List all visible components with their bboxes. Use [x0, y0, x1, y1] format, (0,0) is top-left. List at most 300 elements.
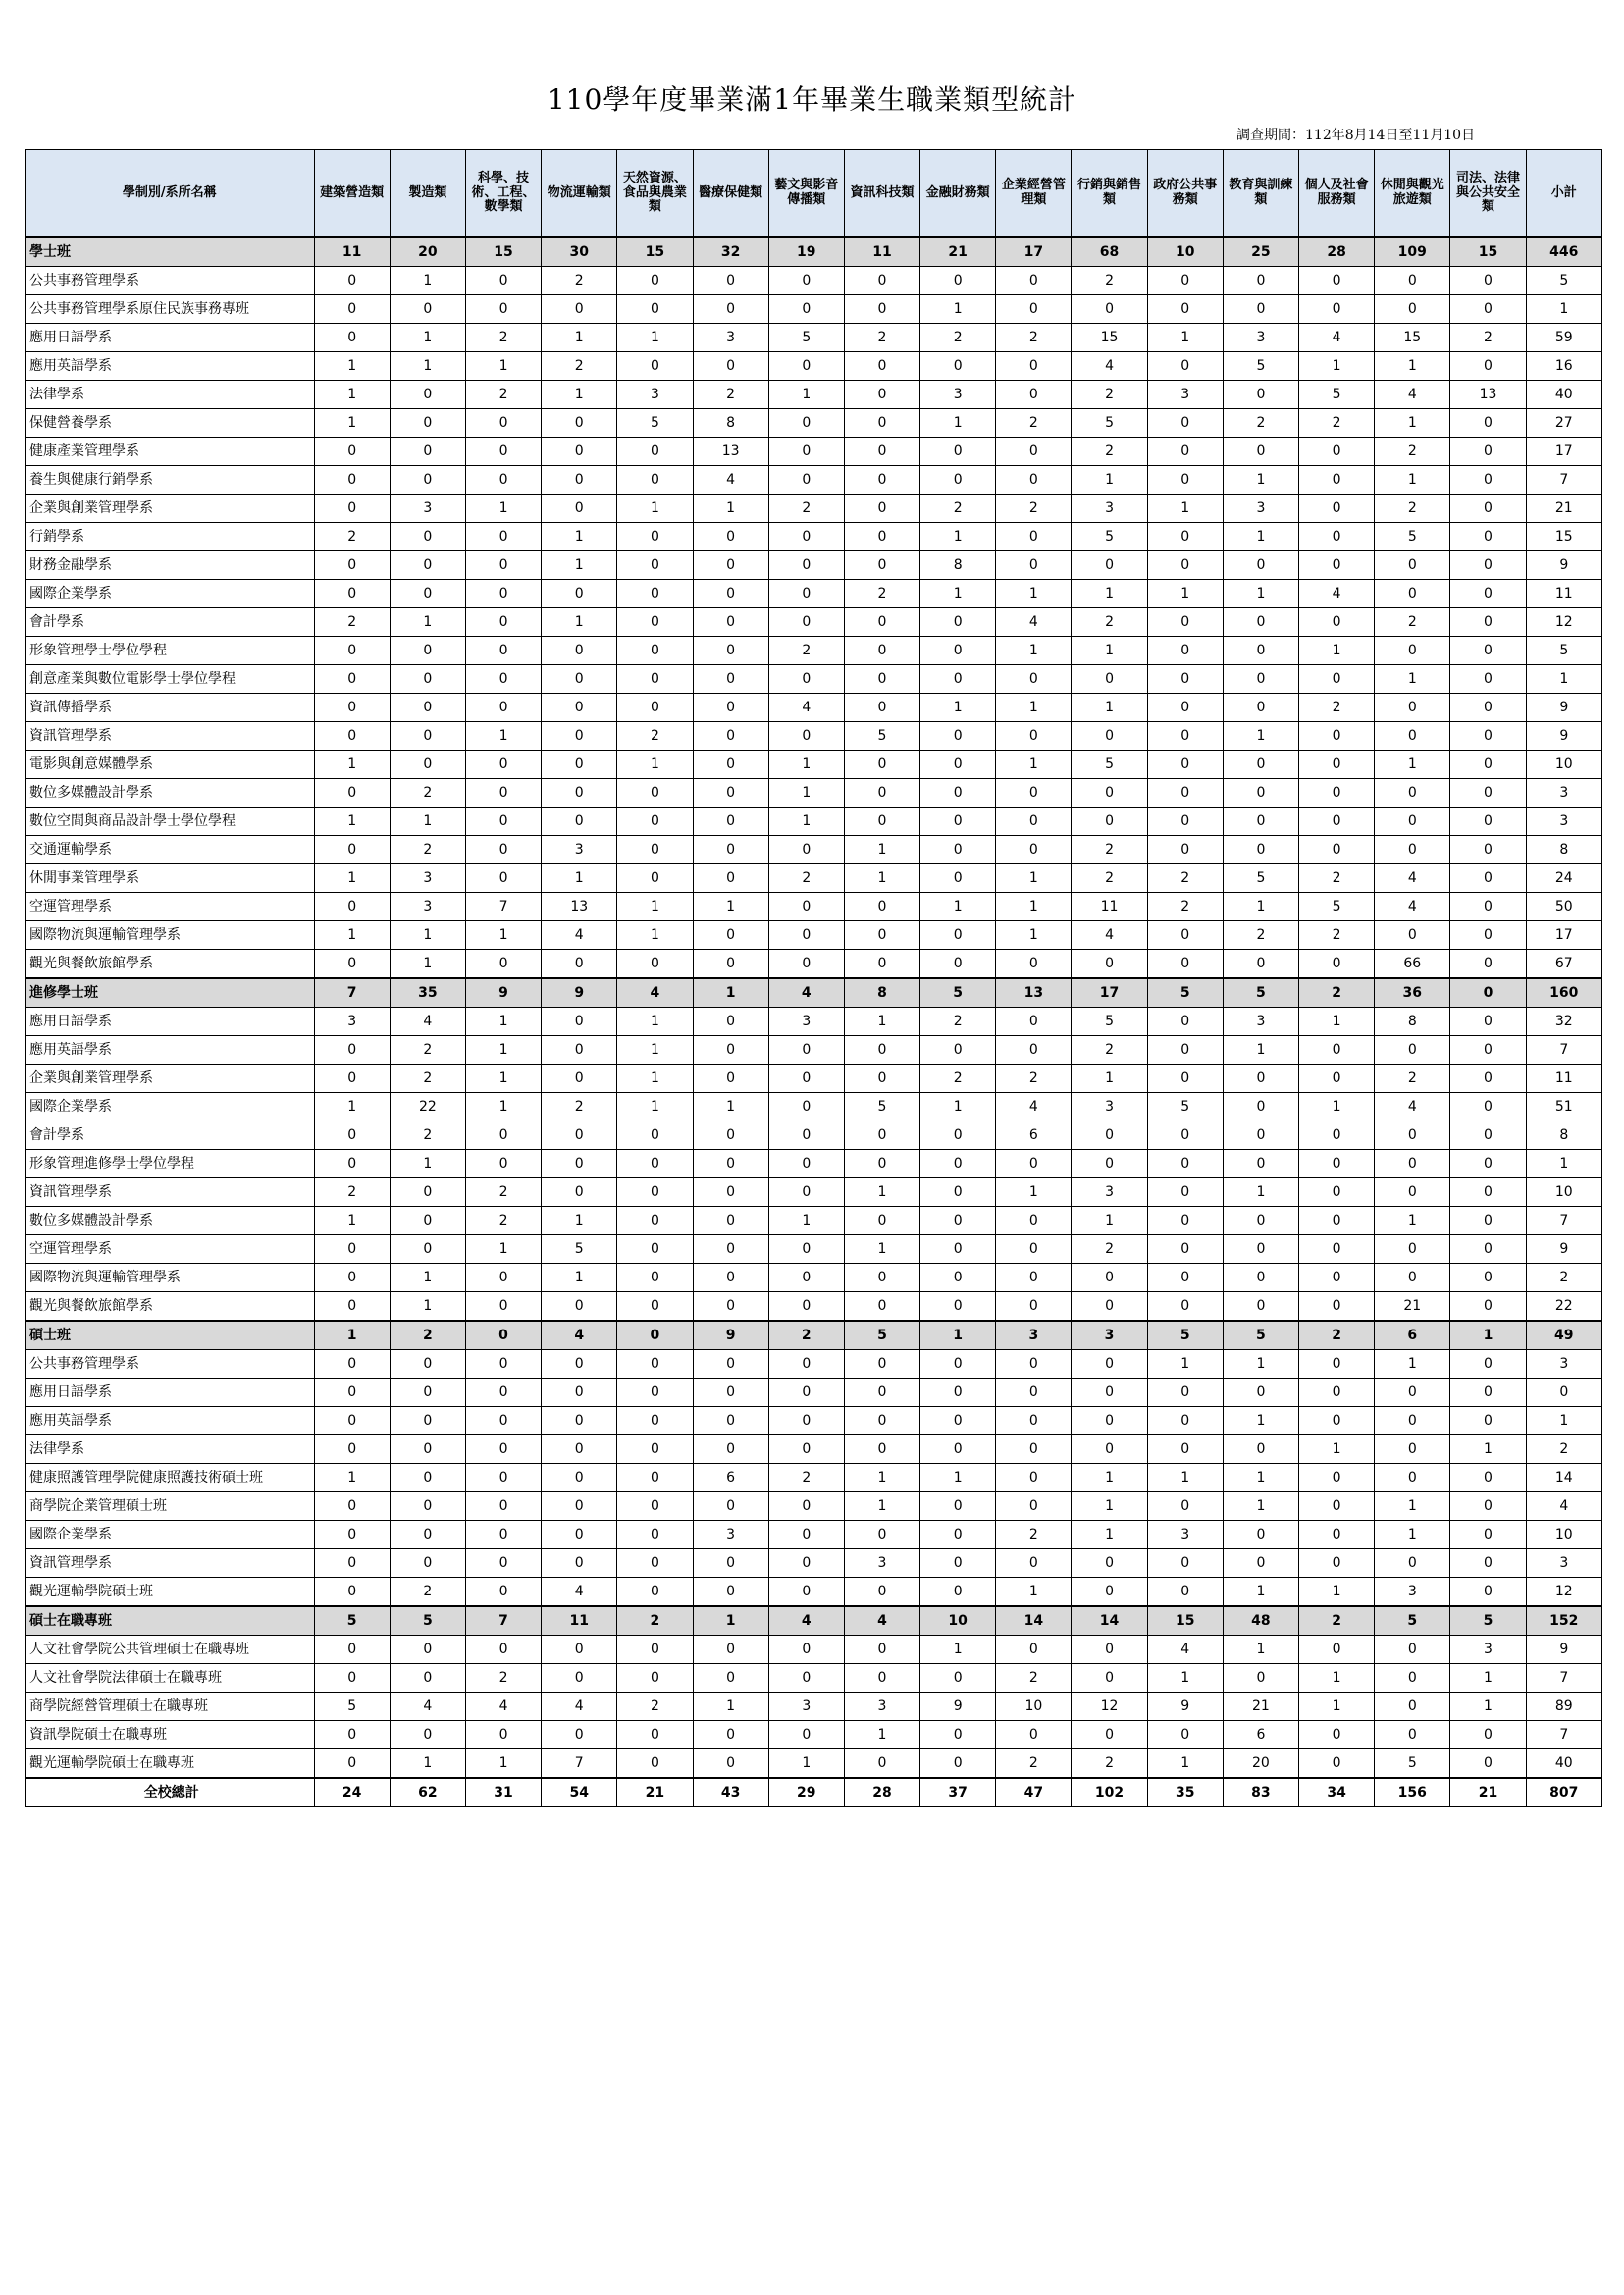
table-cell: 0: [1375, 1264, 1450, 1292]
table-cell: 0: [844, 352, 919, 381]
table-cell: 0: [314, 1578, 390, 1607]
table-cell: 5: [617, 409, 693, 438]
table-cell: 1: [1223, 1464, 1298, 1492]
table-cell: 1: [1223, 466, 1298, 495]
table-cell: 0: [1450, 637, 1526, 665]
table-cell: 0: [542, 1350, 617, 1379]
table-body: [26, 237, 1602, 1807]
table-cell: 0: [465, 1578, 541, 1607]
row-subtotal: 11: [1526, 580, 1601, 608]
table-cell: 0: [1299, 1150, 1375, 1178]
table-cell: 0: [768, 1292, 844, 1322]
table-row: [26, 779, 1602, 808]
table-cell: 0: [1223, 381, 1298, 409]
table-row: [26, 1036, 1602, 1065]
row-label: 國際物流與運輸管理學系: [26, 921, 315, 950]
table-cell: 0: [617, 608, 693, 637]
group-row: [26, 978, 1602, 1008]
table-cell: 0: [390, 637, 465, 665]
table-cell: 0: [844, 1636, 919, 1664]
table-cell: 0: [465, 267, 541, 295]
row-subtotal: 11: [1526, 1065, 1601, 1093]
table-cell: 0: [1375, 1721, 1450, 1749]
table-cell: 0: [314, 466, 390, 495]
table-cell: 10: [1147, 237, 1223, 267]
table-cell: 0: [617, 523, 693, 551]
header-column-17: 小計: [1526, 150, 1601, 238]
table-cell: 5: [1072, 409, 1147, 438]
table-cell: 0: [920, 608, 996, 637]
table-cell: 0: [920, 1121, 996, 1150]
table-cell: 2: [465, 1664, 541, 1693]
table-cell: 1: [314, 1207, 390, 1235]
table-cell: 0: [617, 1321, 693, 1350]
table-cell: 0: [768, 580, 844, 608]
row-label: 資訊管理學系: [26, 1549, 315, 1578]
table-cell: 1: [465, 722, 541, 751]
table-cell: 0: [693, 1008, 768, 1036]
table-cell: 0: [768, 1235, 844, 1264]
table-cell: 0: [768, 523, 844, 551]
table-cell: 0: [542, 637, 617, 665]
table-cell: 1: [1223, 1578, 1298, 1607]
table-cell: 5: [1375, 523, 1450, 551]
table-cell: 0: [1450, 438, 1526, 466]
table-cell: 0: [920, 1407, 996, 1435]
row-label: 數位多媒體設計學系: [26, 1207, 315, 1235]
table-cell: 0: [314, 495, 390, 523]
table-cell: 0: [1450, 1235, 1526, 1264]
table-cell: 0: [768, 295, 844, 324]
table-cell: 0: [844, 1150, 919, 1178]
table-cell: 0: [768, 665, 844, 694]
row-subtotal: 89: [1526, 1693, 1601, 1721]
table-row: [26, 1749, 1602, 1779]
table-cell: 0: [465, 665, 541, 694]
table-cell: 0: [1223, 694, 1298, 722]
header-column-3: 科學、技術、工程、數學類: [465, 150, 541, 238]
total-row: [26, 1778, 1602, 1807]
table-cell: 0: [1299, 751, 1375, 779]
table-cell: 2: [844, 324, 919, 352]
table-cell: 0: [1375, 1150, 1450, 1178]
table-cell: 1: [1375, 466, 1450, 495]
header-column-8: 資訊科技類: [844, 150, 919, 238]
table-cell: 1: [1147, 1350, 1223, 1379]
table-cell: 1: [996, 893, 1072, 921]
table-cell: 1: [920, 893, 996, 921]
table-cell: 0: [693, 1178, 768, 1207]
table-cell: 1: [693, 893, 768, 921]
row-subtotal: 10: [1526, 751, 1601, 779]
table-cell: 4: [617, 978, 693, 1008]
table-cell: 0: [1147, 1065, 1223, 1093]
table-cell: 1: [465, 1036, 541, 1065]
table-cell: 0: [693, 751, 768, 779]
table-cell: 0: [1147, 836, 1223, 864]
row-label: 人文社會學院法律碩士在職專班: [26, 1664, 315, 1693]
table-cell: 8: [920, 551, 996, 580]
table-cell: 2: [996, 1664, 1072, 1693]
table-cell: 0: [693, 1435, 768, 1464]
table-cell: 0: [465, 1264, 541, 1292]
table-cell: 0: [1223, 1093, 1298, 1121]
table-cell: 4: [390, 1008, 465, 1036]
row-label: 資訊學院碩士在職專班: [26, 1721, 315, 1749]
table-cell: 0: [1299, 495, 1375, 523]
table-cell: 0: [693, 950, 768, 979]
table-cell: 2: [1072, 438, 1147, 466]
table-cell: 0: [390, 665, 465, 694]
table-cell: 1: [617, 495, 693, 523]
table-cell: 3: [1450, 1636, 1526, 1664]
table-cell: 0: [996, 1207, 1072, 1235]
table-cell: 0: [390, 1435, 465, 1464]
table-cell: 20: [1223, 1749, 1298, 1779]
table-row: [26, 409, 1602, 438]
table-cell: 0: [465, 1521, 541, 1549]
table-cell: 0: [693, 580, 768, 608]
row-subtotal: 5: [1526, 637, 1601, 665]
row-label: 保健營養學系: [26, 409, 315, 438]
table-row: [26, 1549, 1602, 1578]
table-cell: 24: [314, 1778, 390, 1807]
table-cell: 0: [693, 267, 768, 295]
table-cell: 0: [1299, 551, 1375, 580]
table-cell: 0: [996, 665, 1072, 694]
table-cell: 0: [1450, 722, 1526, 751]
row-subtotal: 3: [1526, 1350, 1601, 1379]
table-cell: 0: [920, 637, 996, 665]
table-cell: 4: [1072, 352, 1147, 381]
table-cell: 0: [1450, 1549, 1526, 1578]
table-cell: 1: [1147, 495, 1223, 523]
table-cell: 1: [1072, 1207, 1147, 1235]
row-label: 商學院經營管理碩士在職專班: [26, 1693, 315, 1721]
table-cell: 1: [693, 978, 768, 1008]
table-cell: 0: [844, 1036, 919, 1065]
table-cell: 0: [844, 523, 919, 551]
table-cell: 1: [1375, 1350, 1450, 1379]
table-cell: 0: [1299, 722, 1375, 751]
table-cell: 0: [693, 1636, 768, 1664]
table-cell: 0: [1375, 694, 1450, 722]
table-cell: 1: [1072, 580, 1147, 608]
table-cell: 0: [1299, 1264, 1375, 1292]
table-cell: 0: [693, 665, 768, 694]
row-label: 企業與創業管理學系: [26, 495, 315, 523]
table-cell: 1: [617, 751, 693, 779]
table-cell: 0: [996, 1264, 1072, 1292]
table-row: [26, 1721, 1602, 1749]
table-cell: 0: [844, 893, 919, 921]
table-cell: 1: [1299, 1693, 1375, 1721]
table-cell: 0: [542, 466, 617, 495]
table-cell: 0: [542, 751, 617, 779]
table-row: [26, 1150, 1602, 1178]
table-row: [26, 1693, 1602, 1721]
table-cell: 0: [844, 1578, 919, 1607]
table-cell: 37: [920, 1778, 996, 1807]
table-cell: 0: [1299, 1492, 1375, 1521]
table-cell: 1: [1450, 1693, 1526, 1721]
table-cell: 2: [1299, 694, 1375, 722]
table-cell: 1: [542, 381, 617, 409]
table-cell: 0: [1450, 267, 1526, 295]
table-cell: 0: [1223, 1207, 1298, 1235]
table-cell: 0: [465, 466, 541, 495]
table-cell: 1: [390, 950, 465, 979]
table-cell: 0: [390, 722, 465, 751]
table-cell: 0: [1223, 779, 1298, 808]
table-cell: 2: [768, 1321, 844, 1350]
table-cell: 3: [314, 1008, 390, 1036]
table-cell: 5: [844, 1321, 919, 1350]
row-label: 交通運輸學系: [26, 836, 315, 864]
row-subtotal: 22: [1526, 1292, 1601, 1322]
table-cell: 0: [1223, 1121, 1298, 1150]
table-cell: 0: [465, 1721, 541, 1749]
table-cell: 1: [314, 1464, 390, 1492]
table-cell: 15: [1147, 1606, 1223, 1636]
table-cell: 0: [465, 1492, 541, 1521]
row-label: 空運管理學系: [26, 1235, 315, 1264]
table-cell: 0: [390, 438, 465, 466]
table-cell: 0: [920, 1749, 996, 1779]
table-cell: 0: [768, 1407, 844, 1435]
table-cell: 2: [314, 523, 390, 551]
table-row: [26, 1235, 1602, 1264]
table-cell: 0: [768, 1121, 844, 1150]
table-cell: 0: [1450, 921, 1526, 950]
row-subtotal: 16: [1526, 352, 1601, 381]
table-cell: 0: [693, 1749, 768, 1779]
table-cell: 1: [314, 864, 390, 893]
table-cell: 0: [1450, 1521, 1526, 1549]
table-cell: 5: [768, 324, 844, 352]
table-cell: 0: [768, 921, 844, 950]
table-cell: 0: [1450, 836, 1526, 864]
table-row: [26, 267, 1602, 295]
table-cell: 15: [465, 237, 541, 267]
table-cell: 0: [1147, 1264, 1223, 1292]
table-cell: 0: [693, 1121, 768, 1150]
table-cell: 0: [314, 1549, 390, 1578]
table-cell: 1: [1223, 893, 1298, 921]
table-cell: 32: [693, 237, 768, 267]
table-cell: 1: [1223, 1636, 1298, 1664]
table-cell: 0: [390, 1178, 465, 1207]
table-cell: 3: [390, 864, 465, 893]
table-cell: 0: [314, 1521, 390, 1549]
table-cell: 1: [920, 694, 996, 722]
table-row: [26, 1464, 1602, 1492]
table-cell: 0: [920, 352, 996, 381]
table-cell: 0: [693, 523, 768, 551]
table-cell: 0: [465, 295, 541, 324]
table-cell: 30: [542, 237, 617, 267]
header-name-column: 學制別/系所名稱: [26, 150, 315, 238]
table-cell: 0: [1147, 950, 1223, 979]
table-cell: 1: [1375, 1207, 1450, 1235]
table-cell: 0: [465, 1636, 541, 1664]
table-cell: 0: [1450, 352, 1526, 381]
table-row: [26, 1350, 1602, 1379]
header-column-11: 行銷與銷售類: [1072, 150, 1147, 238]
table-cell: 0: [314, 1235, 390, 1264]
table-cell: 21: [1223, 1693, 1298, 1721]
table-cell: 0: [1299, 1036, 1375, 1065]
table-cell: 19: [768, 237, 844, 267]
table-cell: 2: [465, 324, 541, 352]
table-cell: 0: [542, 1008, 617, 1036]
table-cell: 1: [1375, 751, 1450, 779]
table-cell: 1: [1147, 1464, 1223, 1492]
table-cell: 0: [996, 779, 1072, 808]
row-label: 數位空間與商品設計學士學位學程: [26, 808, 315, 836]
table-cell: 2: [768, 864, 844, 893]
table-cell: 0: [844, 1207, 919, 1235]
table-cell: 0: [390, 1379, 465, 1407]
table-cell: 0: [844, 665, 919, 694]
table-cell: 0: [617, 438, 693, 466]
table-cell: 0: [465, 1121, 541, 1150]
table-cell: 15: [1450, 237, 1526, 267]
table-cell: 0: [1375, 1464, 1450, 1492]
row-subtotal: 8: [1526, 836, 1601, 864]
table-cell: 0: [314, 836, 390, 864]
table-row: [26, 694, 1602, 722]
table-row: [26, 1008, 1602, 1036]
row-label: 國際企業學系: [26, 580, 315, 608]
table-cell: 0: [465, 1350, 541, 1379]
table-cell: 0: [844, 1379, 919, 1407]
table-cell: 0: [1147, 779, 1223, 808]
table-cell: 0: [1223, 1150, 1298, 1178]
table-cell: 3: [617, 381, 693, 409]
table-cell: 0: [1223, 438, 1298, 466]
table-cell: 5: [1223, 978, 1298, 1008]
table-cell: 0: [1072, 295, 1147, 324]
table-cell: 0: [844, 1065, 919, 1093]
table-cell: 2: [1299, 1606, 1375, 1636]
row-subtotal: 10: [1526, 1178, 1601, 1207]
table-cell: 2: [617, 1606, 693, 1636]
table-cell: 0: [1375, 808, 1450, 836]
row-label: 人文社會學院公共管理碩士在職專班: [26, 1636, 315, 1664]
table-cell: 0: [1072, 1350, 1147, 1379]
table-cell: 0: [617, 1636, 693, 1664]
table-cell: 0: [768, 1664, 844, 1693]
table-cell: 47: [996, 1778, 1072, 1807]
table-cell: 0: [844, 751, 919, 779]
table-row: [26, 1407, 1602, 1435]
table-cell: 1: [768, 779, 844, 808]
table-cell: 0: [920, 864, 996, 893]
table-cell: 0: [1450, 1379, 1526, 1407]
table-cell: 5: [1072, 523, 1147, 551]
table-cell: 0: [996, 950, 1072, 979]
table-cell: 5: [920, 978, 996, 1008]
table-cell: 0: [920, 1578, 996, 1607]
row-label: 空運管理學系: [26, 893, 315, 921]
table-cell: 0: [390, 1664, 465, 1693]
table-cell: 0: [1223, 1521, 1298, 1549]
table-cell: 1: [1072, 1521, 1147, 1549]
table-cell: 4: [693, 466, 768, 495]
table-cell: 0: [1147, 352, 1223, 381]
table-cell: 0: [844, 495, 919, 523]
row-label: 形象管理學士學位學程: [26, 637, 315, 665]
table-cell: 0: [1299, 1521, 1375, 1549]
table-cell: 0: [617, 1492, 693, 1521]
table-cell: 0: [1375, 921, 1450, 950]
table-cell: 1: [693, 1093, 768, 1121]
table-cell: 1: [1299, 352, 1375, 381]
table-cell: 0: [693, 694, 768, 722]
table-cell: 0: [768, 950, 844, 979]
table-cell: 0: [1375, 637, 1450, 665]
table-cell: 0: [465, 580, 541, 608]
table-cell: 2: [542, 1093, 617, 1121]
table-cell: 0: [693, 1150, 768, 1178]
table-cell: 11: [844, 237, 919, 267]
table-cell: 0: [1450, 1464, 1526, 1492]
table-cell: 0: [768, 1636, 844, 1664]
table-cell: 0: [1223, 1379, 1298, 1407]
table-cell: 0: [844, 551, 919, 580]
table-row: [26, 580, 1602, 608]
table-cell: 9: [693, 1321, 768, 1350]
table-cell: 0: [1299, 1407, 1375, 1435]
table-cell: 0: [314, 295, 390, 324]
row-label: 應用日語學系: [26, 1008, 315, 1036]
table-cell: 1: [617, 1036, 693, 1065]
table-cell: 0: [314, 551, 390, 580]
table-cell: 0: [996, 1379, 1072, 1407]
table-cell: 0: [1375, 295, 1450, 324]
table-cell: 0: [920, 779, 996, 808]
table-cell: 0: [1147, 921, 1223, 950]
table-cell: 5: [542, 1235, 617, 1264]
row-label: 休閒事業管理學系: [26, 864, 315, 893]
table-cell: 0: [1147, 1036, 1223, 1065]
table-cell: 3: [693, 324, 768, 352]
row-subtotal: 32: [1526, 1008, 1601, 1036]
table-cell: 0: [1072, 722, 1147, 751]
table-cell: 5: [1223, 864, 1298, 893]
table-cell: 0: [1450, 978, 1526, 1008]
table-cell: 1: [314, 352, 390, 381]
table-cell: 0: [314, 267, 390, 295]
table-cell: 0: [1299, 808, 1375, 836]
table-cell: 3: [1223, 324, 1298, 352]
table-cell: 2: [390, 1065, 465, 1093]
table-cell: 2: [390, 1578, 465, 1607]
table-cell: 1: [920, 580, 996, 608]
table-cell: 0: [314, 893, 390, 921]
table-cell: 0: [693, 1292, 768, 1322]
table-cell: 0: [542, 1435, 617, 1464]
table-cell: 1: [920, 1636, 996, 1664]
table-cell: 0: [1299, 950, 1375, 979]
header-column-10: 企業經營管理類: [996, 150, 1072, 238]
table-cell: 0: [465, 751, 541, 779]
table-cell: 0: [390, 1235, 465, 1264]
table-cell: 1: [617, 921, 693, 950]
table-cell: 2: [996, 1521, 1072, 1549]
row-subtotal: 21: [1526, 495, 1601, 523]
